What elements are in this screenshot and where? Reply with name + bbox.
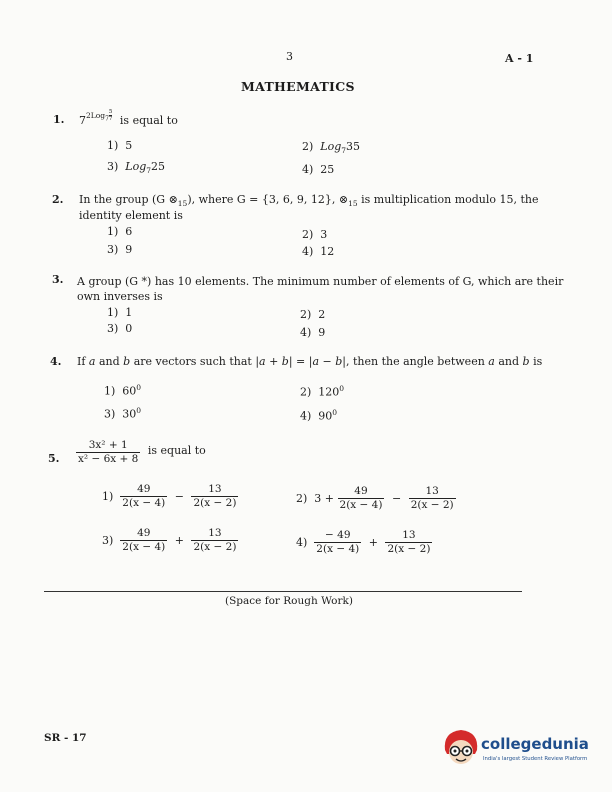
option-3[interactable]: 3) 9 xyxy=(107,243,133,256)
option-3[interactable]: 3) 0 xyxy=(107,322,133,335)
option-4[interactable]: 4) 25 xyxy=(302,163,335,176)
option-4[interactable]: 4) $\frac{- 49}{2(x - 4)}$ + $\frac{13}{2(x - 2)}$ xyxy=(296,529,431,555)
expr-exp: 2Log xyxy=(86,110,106,120)
option-2[interactable]: 2) 3 xyxy=(302,228,328,241)
option-2[interactable]: 2) $120^0$ xyxy=(300,384,345,399)
mascot-icon xyxy=(441,724,481,768)
expr-exp-base: 7 xyxy=(105,115,109,122)
option-3[interactable]: 3) $\frac{49}{2(x - 4)}$ + $\frac{13}{2(x - 2)}$ xyxy=(102,527,237,553)
logo-wordmark: collegedunia xyxy=(481,735,589,753)
stem-numerator: 3x² + 1 xyxy=(88,439,128,451)
expr-frac-num: 5 xyxy=(108,109,113,115)
question-text-line2: own inverses is xyxy=(77,290,163,303)
option-4[interactable]: 4) 12 xyxy=(302,245,335,258)
question-text: In the group (G $\otimes_{15}$), where G = {3, 6, 9, 12}, $\otimes_{15}$ is multiplication modulo 15, the xyxy=(79,193,539,209)
question-text-line2: identity element is xyxy=(79,209,183,222)
question-number: 5. xyxy=(48,452,60,465)
option-4[interactable]: 4) $90^0$ xyxy=(300,408,338,423)
question-text: A group (G *) has 10 elements. The minimum number of elements of G, which are their xyxy=(77,275,564,288)
expr-base: 7 xyxy=(79,114,86,128)
collegedunia-logo xyxy=(441,724,481,771)
option-1[interactable]: 1) 6 xyxy=(107,225,133,238)
paper-code: A - 1 xyxy=(505,52,534,65)
option-4[interactable]: 4) 9 xyxy=(300,326,326,339)
question-expression xyxy=(79,111,178,127)
question-text: is equal to xyxy=(147,443,206,457)
question-number: 3. xyxy=(52,273,64,286)
logo-tagline: India's largest Student Review Platform xyxy=(483,756,588,762)
stem-denominator: x² − 6x + 8 xyxy=(78,453,139,465)
rough-work-label: (Space for Rough Work) xyxy=(225,595,353,607)
option-1[interactable]: 1) $60^0$ xyxy=(104,383,142,398)
option-1[interactable]: 1) 5 xyxy=(107,139,133,152)
option-2[interactable]: 2) 2 xyxy=(300,308,326,321)
question-number: 1. xyxy=(53,113,65,126)
question-stem xyxy=(76,439,206,466)
question-text: If a and b are vectors such that |a + b| = |a − b|, then the angle between a and b is xyxy=(77,355,543,368)
question-text: is equal to xyxy=(119,114,178,128)
option-1[interactable]: 1) $\frac{49}{2(x - 4)}$ − $\frac{13}{2(x - 2)}$ xyxy=(102,483,237,509)
option-2[interactable]: 2) 3 + $\frac{49}{2(x - 4)}$ − $\frac{13}{2(x - 2)}$ xyxy=(296,485,454,511)
page-number: 3 xyxy=(286,50,293,63)
question-number: 2. xyxy=(52,193,64,206)
footer-code: SR - 17 xyxy=(44,732,87,744)
option-1[interactable]: 1) 1 xyxy=(107,306,133,319)
page-title: MATHEMATICS xyxy=(241,79,355,94)
rough-work-divider xyxy=(44,591,522,592)
question-number: 4. xyxy=(50,355,62,368)
expr-frac-den: 7 xyxy=(108,116,113,122)
option-3[interactable]: 3) $30^0$ xyxy=(104,406,142,421)
option-3[interactable]: 3) Log$_7$25 xyxy=(107,160,166,176)
option-2[interactable]: 2) Log$_7$35 xyxy=(302,140,361,156)
